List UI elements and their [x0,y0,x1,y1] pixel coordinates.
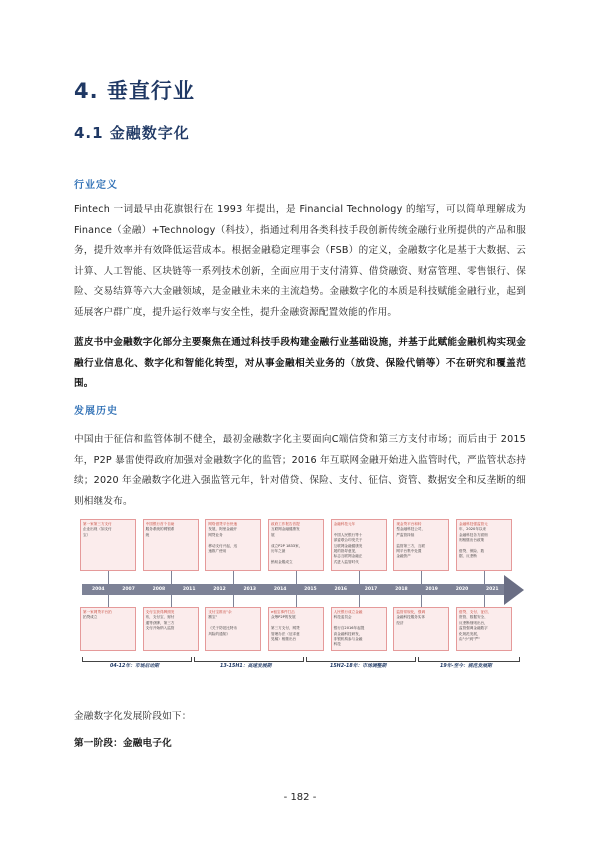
timeline-event-line: 型金融科技公司， [396,527,426,532]
timeline-event-box [268,607,324,651]
timeline-event-line: 高金融科技研发， [333,631,363,636]
timeline-event-line: 速推广使用 [208,549,227,554]
stage-label: 13-15H1：高速发展期 [220,664,272,669]
timeline-event-line: 服务系统的网银系 [145,527,175,532]
timeline-year: 2004 [92,587,105,592]
timeline-event-line: 支付开始纳入监管 [145,626,175,631]
timeline-year: 2021 [486,587,499,592]
section-heading: 4.1 金融数字化 [74,124,190,142]
timeline-event-line: 支付宝推出"余 [208,610,232,614]
timeline-event-line: 人民银行成立金融 [333,610,363,614]
timeline-event-line: 企业出现（如支付 [83,527,112,532]
timeline-event-line: 监管强调金融数字 [459,626,488,631]
timeline-event-line: 据、反垄断 [459,554,477,559]
timeline-year: 2011 [182,587,196,592]
timeline-event-line: 非银机构参与金融 [333,637,363,642]
timeline-connector [421,571,422,584]
timeline-event-box [456,607,512,651]
subsection-definition-heading: 行业定义 [74,180,118,191]
timeline-event-line: 反垄断细则出台， [459,620,488,625]
timeline-event-line: 经济 [396,620,404,625]
timeline-event-line: 则相继出台政策 [459,538,485,543]
timeline-event-line: 支付宝获得牌照发 [145,610,175,614]
timeline-event-line: 监管常规化，强调 [396,610,426,614]
stages-intro-paragraph: 金融数字化发展阶段如下： [74,711,192,722]
timeline-event-box [393,519,449,571]
timeline-event-line: 金融科技强监管元 [459,522,488,526]
timeline-year: 2017 [364,587,378,592]
timeline-event-line: 金融科技各方面细 [459,532,488,537]
timeline-event-line: 部委联合印发关于 [333,538,363,543]
timeline-event-line: 金融科技服务实体 [396,615,426,620]
timeline-event-line: 式进入监管时代 [333,559,359,564]
timeline-event-line: 化规范发展， [459,631,481,636]
timeline-event-line: 互联网金融健康发 [271,527,300,532]
stage-label: 15H2-18年：市场调整期 [330,664,387,669]
timeline-connector [359,595,360,607]
timeline-event-line: 借贷、保险、数 [459,549,485,554]
timeline-event-line: 第一家网贷平台拍 [83,610,112,614]
timeline-year: 2020 [455,587,469,592]
timeline-event-line: 宝） [83,532,91,537]
timeline-event-box [80,607,136,651]
timeline-event-line: 成立P2P 1833家， [271,543,303,548]
timeline-event-box [205,607,261,651]
timeline-event-line: 科技 [333,642,341,647]
timeline-event-line: 拍贷成立 [83,615,98,620]
timeline-event-box [80,519,136,571]
timeline-event-line: 金融科技元年 [333,522,356,526]
timeline-year: 2008 [152,587,166,592]
timeline-year: 2019 [425,587,438,592]
chapter-heading: 4. 垂直行业 [74,79,195,103]
definition-paragraph: Fintech 一词最早由花旗银行在 1993 年提出，是 Financial Technology 的缩写，可以简单理解成为 Finance（金融）+Technology（科技），指通过利用各类科技手段创新传统金融行业所提供的产品和服务，提升效率并有效降低运营成本。根据金融稳定理事会（FSB）的定义，金融数字化是基于大数据、云计算、人工智能、区块链等一系列技术创新，全面应用于支付清算、借贷融资、财富管理、零售银行、保险、交易结算等六大金融领域，是金融业未来的主流趋势。金融数字化的本质是科技赋能金融行业，起到延展客户群广度，提升运行效率与安全性，提升金融资源配置效能的作用。 [74,204,526,318]
timeline-event-line: 由"小"到"严" [459,637,480,642]
subsection-history-heading: 发展历史 [74,406,118,417]
timeline-event-line: 金融资产 [396,554,411,559]
timeline-event-line: 现金贷平台和转 [396,522,422,526]
stage-label: 04-12年：市场启动期 [110,664,159,669]
timeline-bar [82,584,506,595]
timeline-event-box [331,607,387,651]
history-paragraph: 中国由于征信和监管体制不健全，最初金融数字化主要面向C端信贷和第三方支付市场；而后由于 2015 年，P2P 暴雷使得政府加强对金融数字化的监管；2016 年互联网金融开始进入监管时代，严监管状态持续；2020 年金融数字化进入强监管元年，针对借贷、保险、支付、征信、资管、数据安全和反垄断的细则相继发布。 [74,434,526,507]
timeline-event-line: 发展，阿里金融开 [208,527,238,532]
timeline-event-box [331,519,387,571]
timeline-connector [484,571,485,584]
timeline-connector [421,595,422,607]
timeline-year: 2013 [243,587,257,592]
timeline-event-line: 展 [271,532,275,537]
timeline-event-box [205,519,261,571]
timeline-event-line: 展的指导意见， [333,549,359,554]
timeline-connector [296,571,297,584]
timeline-event-box [268,519,324,571]
timeline-event-line: 政府工作报告首提 [271,522,300,526]
timeline-event-line: 众筹P2P的发展 [271,615,296,620]
scope-paragraph: 蓝皮书中金融数字化部分主要聚焦在通过科技手段构建金融行业基础设施，并基于此赋能金融机构实现金融行业信息化、数字化和智能化转型，对从事金融相关业务的（放贷、保险代销等）不在研究和覆盖范围。 [74,337,526,389]
timeline-connector [296,595,297,607]
timeline-event-line: 网平台集中处置 [396,549,422,554]
timeline-event-line: 第三方支付，网贷 [271,626,300,631]
timeline-event-line: 中国人民银行等十 [333,532,363,537]
timeline-event-line: 网络借贷平台快速 [208,522,238,526]
timeline-event-line: 通等获牌，第三方 [145,620,175,625]
timeline-connector [108,595,109,607]
stage-label: 19年-至今：规范发展期 [440,664,492,669]
timeline-event-line: 历年之最 [271,549,286,554]
timeline-event-line: 统 [145,532,150,537]
page-number: - 182 - [283,792,317,803]
timeline-connector [233,571,234,584]
timeline-event-line: 蚂蚁金服成立 [271,559,293,564]
timeline-event-box [456,519,512,571]
timeline-event-line: 中国银行首个自助 [145,522,175,526]
timeline-event-line: 管理办法（征求意 [271,631,300,636]
timeline-year: 2014 [273,587,287,592]
timeline-event-box [143,607,199,651]
fintech-timeline-figure [74,515,526,675]
timeline-connector [171,571,172,584]
timeline-event-line: 年，2020年以来 [459,527,487,532]
timeline-event-line: 科技委员会 [333,615,352,620]
stage-one-heading: 第一阶段：金融电子化 [74,738,172,749]
timeline-event-box [393,607,449,651]
timeline-connector [233,595,234,607]
timeline-year: 2018 [395,587,408,592]
timeline-event-line: e租宝事件打击 [271,610,295,614]
timeline-connector [359,571,360,584]
timeline-connector [171,595,172,607]
timeline-event-line: 《关于防范比特币 [208,626,238,631]
timeline-year: 2012 [213,587,226,592]
timeline-event-line: 网贷业务 [208,532,223,537]
timeline-connector [484,595,485,607]
timeline-event-line: 借贷、支付、征信、 [459,610,492,614]
timeline-event-line: 监管第三方，互联 [396,543,426,548]
timeline-event-line: 布，支付宝、财付 [145,615,175,620]
timeline-event-box [143,519,199,571]
timeline-event-line: 见稿）相继出台 [271,637,297,642]
timeline-event-line: 第一家第三方支付 [83,522,112,526]
timeline-year: 2007 [122,587,135,592]
timeline-event-line: 额宝" [208,615,218,620]
timeline-connector [108,571,109,584]
timeline-event-line: 互联网金融健康发 [333,543,363,548]
timeline-event-line: 严监管持续 [396,532,415,537]
timeline-event-line: 标志互联网金融正 [333,554,363,559]
timeline-arrowhead [504,575,524,605]
timeline-event-line: 风险的通知》 [208,631,230,636]
timeline-event-line: 移动支付兴起，迅 [208,543,238,548]
timeline-event-line: 资管、数据安全、 [459,615,488,620]
timeline-year: 2016 [334,587,347,592]
timeline-event-line: 银行自2016年起提 [333,626,365,631]
timeline-year: 2015 [304,587,317,592]
